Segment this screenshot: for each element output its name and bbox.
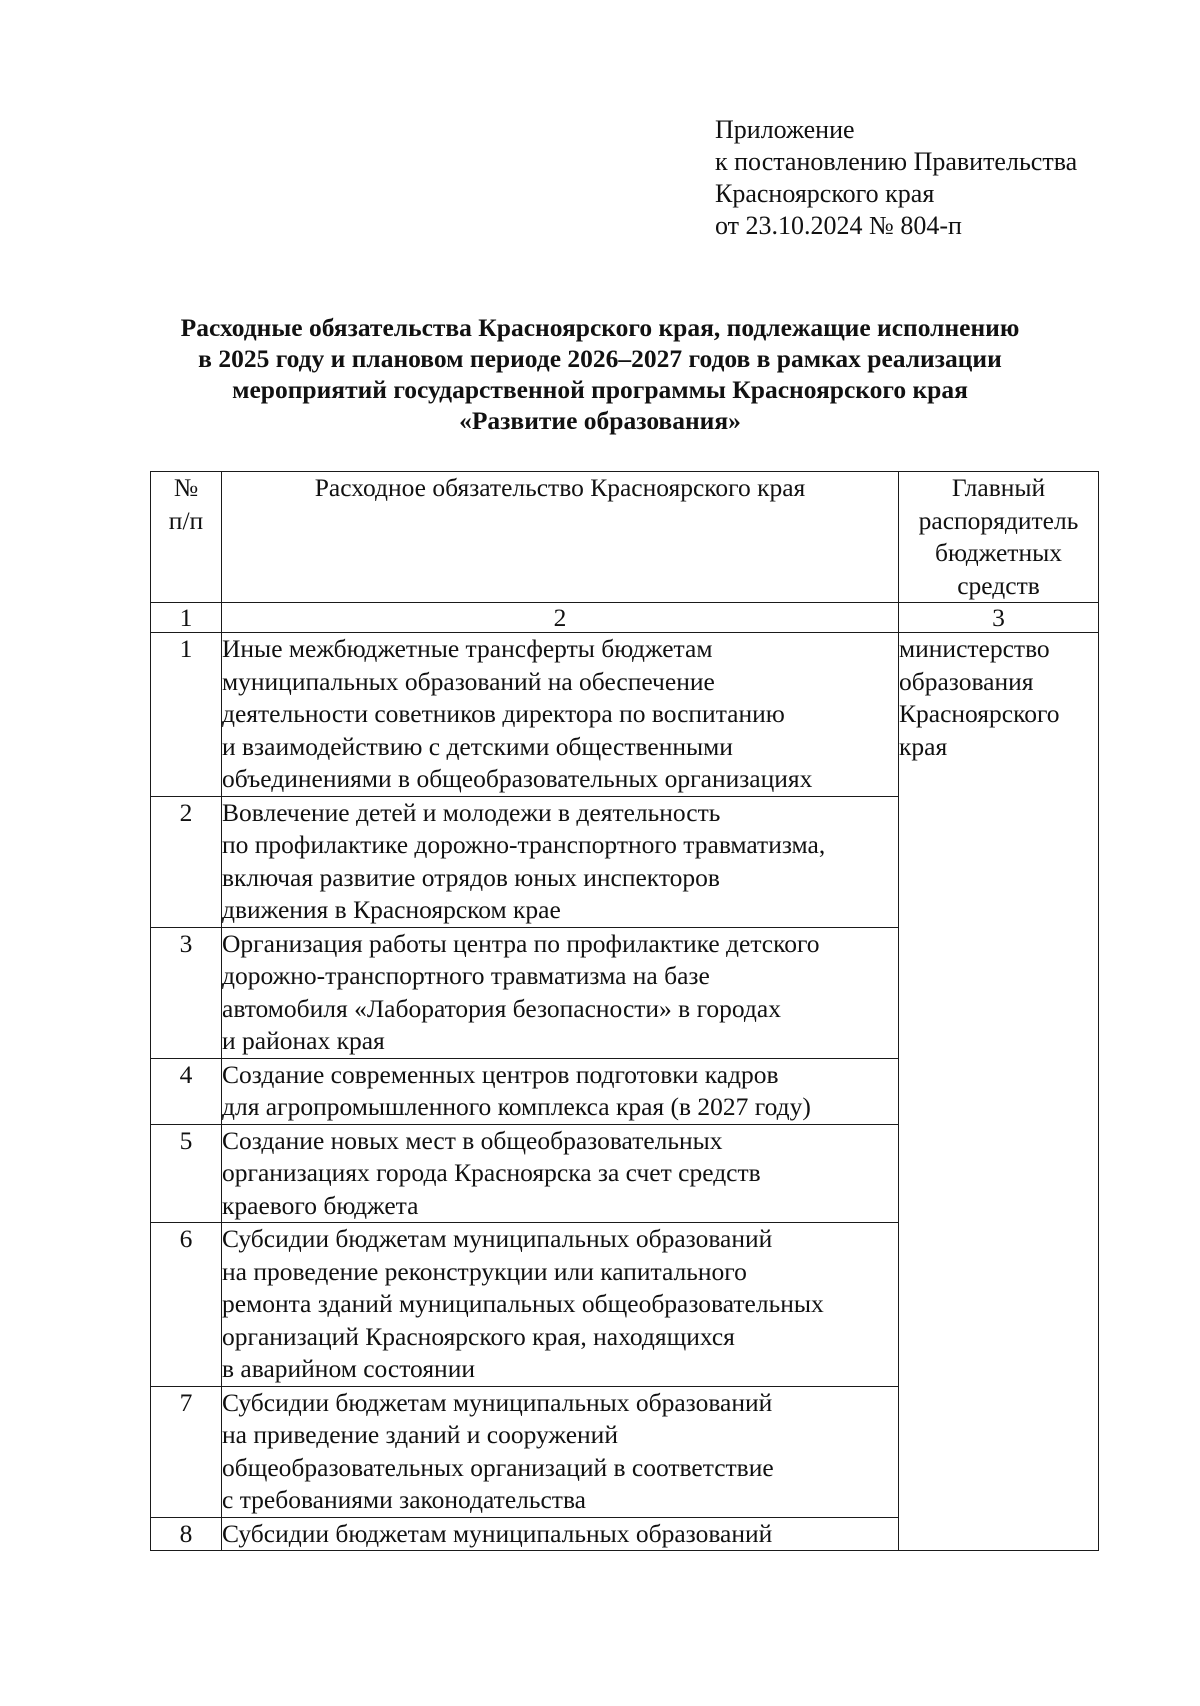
obligation-line: и районах края [222, 1026, 385, 1055]
obligation-line: Создание современных центров подготовки кадров [222, 1059, 779, 1089]
appendix-line: Приложение [715, 115, 855, 144]
row-number: 3 [151, 927, 222, 1058]
header-number [151, 472, 222, 603]
responsible-line: края [899, 731, 948, 761]
header-responsible-line: Главный [951, 473, 1046, 502]
title-line: Расходные обязательства Красноярского края, подлежащие исполнению [180, 313, 1020, 342]
responsible-cell [899, 633, 1099, 1551]
header-number-line: № [173, 473, 199, 502]
row-obligation [222, 1386, 899, 1517]
row-number: 2 [151, 796, 222, 927]
title-line: «Развитие образования» [459, 406, 741, 435]
row-number: 5 [151, 1124, 222, 1223]
document-title [100, 312, 1100, 436]
obligation-line: объединениями в общеобразовательных организациях [222, 764, 813, 793]
obligation-line: для агропромышленного комплекса края (в 2027 году) [222, 1092, 811, 1121]
column-index-row [151, 603, 1099, 633]
obligation-line: Субсидии бюджетам муниципальных образований [222, 1518, 773, 1548]
row-obligation [222, 633, 899, 797]
row-obligation [222, 927, 899, 1058]
obligation-line: организациях города Красноярска за счет средств [222, 1158, 761, 1187]
responsible-line: образования [899, 666, 1034, 696]
obligation-line: по профилактике дорожно-транспортного травматизма, [222, 830, 826, 859]
row-number: 1 [151, 633, 222, 797]
obligation-line: муниципальных образований на обеспечение [222, 666, 715, 696]
obligation-line: в аварийном состоянии [222, 1354, 475, 1383]
row-obligation [222, 1517, 899, 1551]
obligation-line: включая развитие отрядов юных инспекторов [222, 862, 720, 892]
appendix-line: от 23.10.2024 № 804-п [715, 211, 962, 240]
title-line: мероприятий государственной программы Красноярского края [232, 375, 968, 404]
row-obligation [222, 1223, 899, 1387]
obligation-line: деятельности советников директора по воспитанию [222, 699, 785, 728]
row-number: 6 [151, 1223, 222, 1387]
obligation-line: Иные межбюджетные трансферты бюджетам [222, 634, 713, 663]
row-number: 8 [151, 1517, 222, 1551]
header-responsible [899, 472, 1099, 603]
appendix-line: Красноярского края [715, 179, 935, 208]
obligation-line: Создание новых мест в общеобразовательных [222, 1125, 723, 1155]
obligation-line: Субсидии бюджетам муниципальных образований [222, 1387, 773, 1417]
obligation-line: движения в Красноярском крае [222, 895, 561, 924]
obligation-line: краевого бюджета [222, 1190, 419, 1220]
responsible-line: Красноярского [899, 699, 1060, 728]
obligation-line: дорожно-транспортного травматизма на базе [222, 961, 710, 990]
obligation-line: организаций Красноярского края, находящихся [222, 1321, 735, 1351]
obligation-line: на приведение зданий и сооружений [222, 1420, 618, 1449]
title-line: в 2025 году и плановом периоде 2026–2027 годов в рамках реализации [198, 344, 1002, 373]
obligation-line: ремонта зданий муниципальных общеобразовательных [222, 1289, 824, 1318]
row-number: 7 [151, 1386, 222, 1517]
column-index-cell: 2 [222, 603, 899, 633]
header-responsible-line: бюджетных [935, 538, 1062, 567]
row-obligation [222, 1058, 899, 1124]
appendix-line: к постановлению Правительства [715, 147, 1078, 176]
table-header-row [151, 472, 1099, 603]
obligation-line: Субсидии бюджетам муниципальных образований [222, 1224, 773, 1253]
obligations-table [150, 471, 1099, 1551]
obligation-line: Вовлечение детей и молодежи в деятельность [222, 797, 721, 827]
obligation-line: и взаимодействию с детскими общественными [222, 731, 733, 761]
obligation-line: Организация работы центра по профилактике детского [222, 928, 820, 958]
obligation-line: общеобразовательных организаций в соответствие [222, 1452, 774, 1482]
column-index-cell: 1 [151, 603, 222, 633]
table-row [151, 633, 1099, 797]
appendix-block [715, 114, 1077, 242]
row-obligation [222, 796, 899, 927]
responsible-line: министерство [899, 634, 1050, 663]
row-number: 4 [151, 1058, 222, 1124]
header-number-line: п/п [168, 505, 204, 535]
header-obligation-text: Расходное обязательство Красноярского края [314, 473, 806, 502]
row-obligation [222, 1124, 899, 1223]
obligation-line: автомобиля «Лаборатория безопасности» в городах [222, 993, 781, 1023]
header-responsible-line: распорядитель [918, 505, 1079, 535]
obligation-line: с требованиями законодательства [222, 1485, 586, 1514]
header-obligation [222, 472, 899, 603]
header-responsible-line: средств [957, 570, 1040, 600]
column-index-cell: 3 [899, 603, 1099, 633]
obligation-line: на проведение реконструкции или капитального [222, 1256, 747, 1286]
